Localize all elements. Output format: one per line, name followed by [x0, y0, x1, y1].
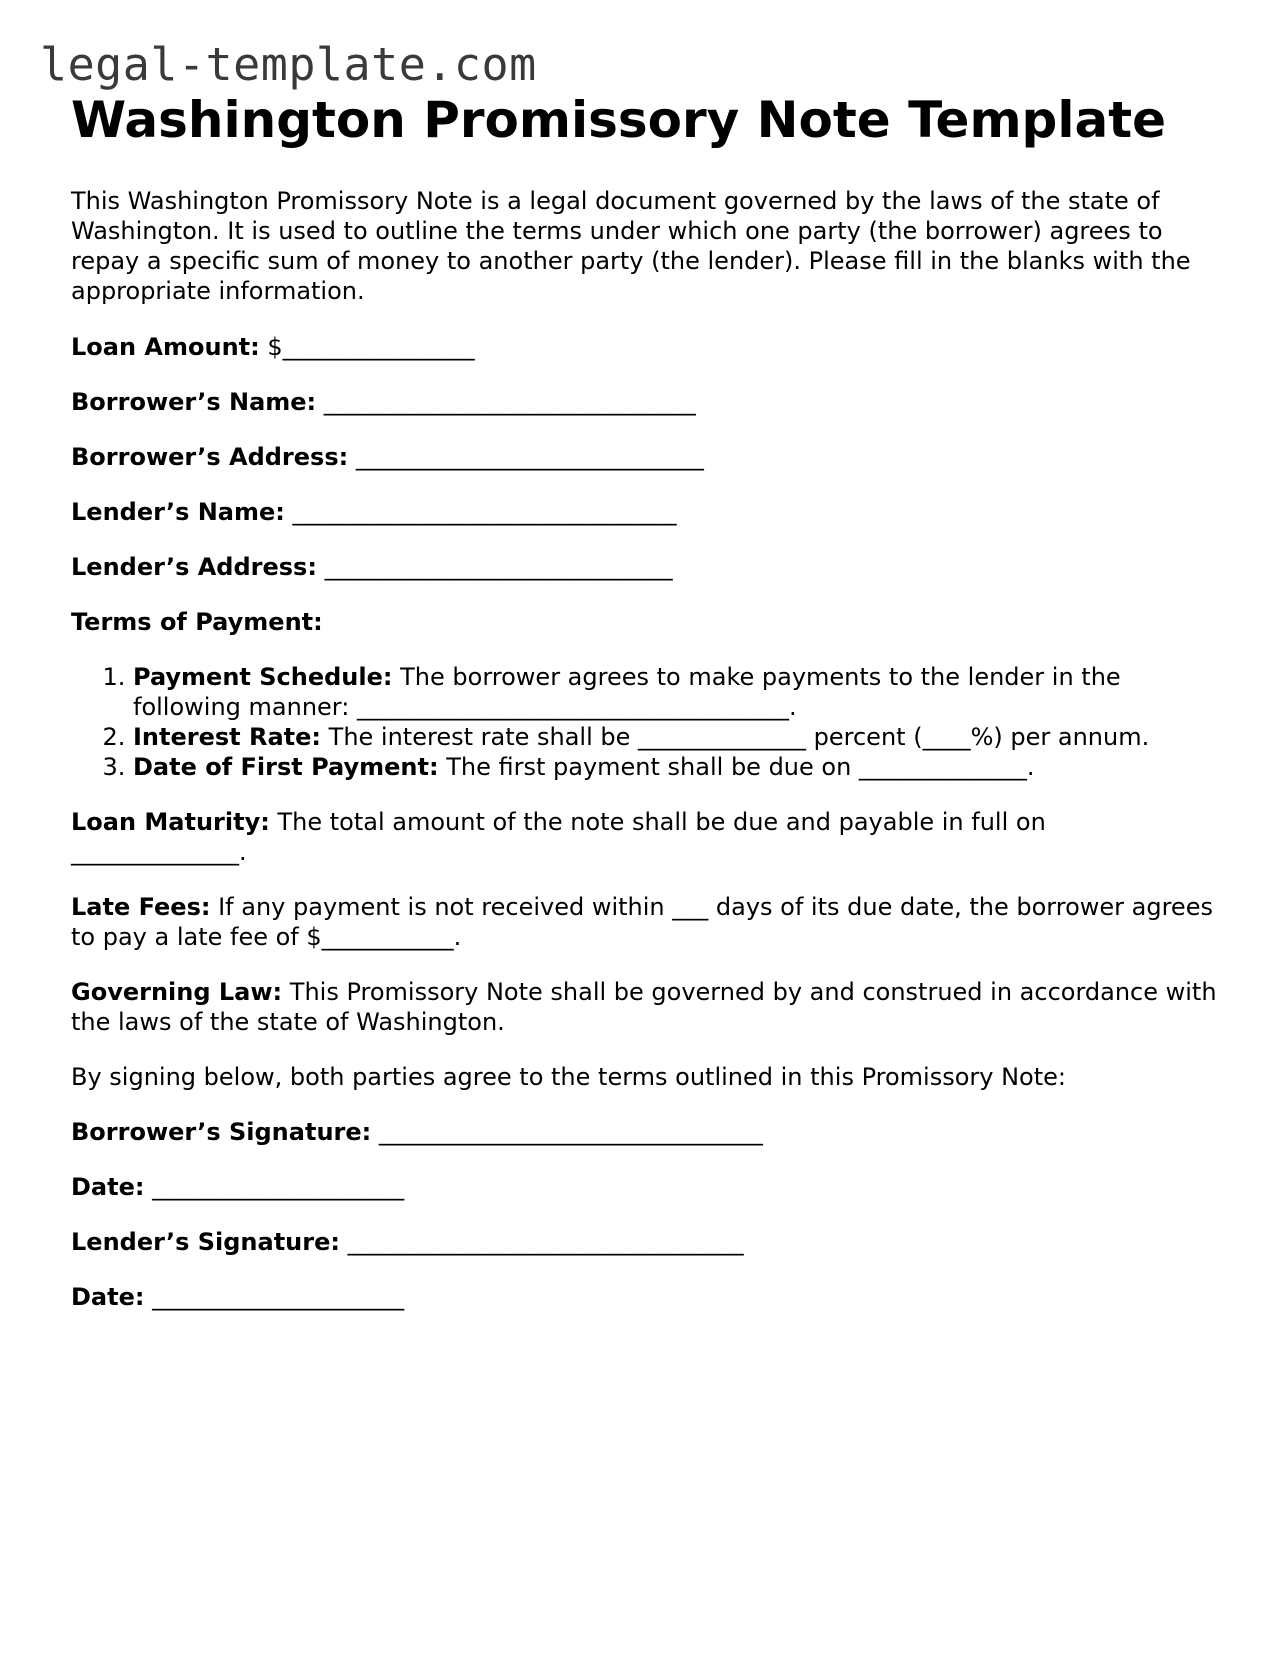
signing-statement: By signing below, both parties agree to the terms outlined in this Promissory Note:: [71, 1063, 1066, 1091]
terms-item-text[interactable]: The interest rate shall be ______________ percent (____%) per annum.: [328, 723, 1150, 751]
borrower-signature-label: Borrower’s Signature:: [71, 1118, 372, 1146]
lender-name-blank[interactable]: ________________________________: [292, 498, 677, 526]
borrower-name-label: Borrower’s Name:: [71, 388, 317, 416]
governing-law-label: Governing Law:: [71, 978, 283, 1006]
borrower-name-field: [71, 387, 1221, 417]
borrower-signature-blank[interactable]: ________________________________: [378, 1118, 763, 1146]
borrower-name-blank[interactable]: _______________________________: [323, 388, 696, 416]
borrower-address-field: [71, 442, 1221, 472]
terms-heading: Terms of Payment:: [71, 608, 323, 636]
terms-heading-row: [71, 607, 1221, 637]
loan-maturity-text[interactable]: The total amount of the note shall be due and payable in full on ______________.: [71, 808, 1046, 866]
terms-item-first-payment-date: [133, 752, 1221, 782]
terms-item-text[interactable]: The borrower agrees to make payments to the lender in the following manner: ____________________________________.: [133, 663, 1121, 721]
terms-item-payment-schedule: [133, 662, 1221, 722]
terms-item-interest-rate: [133, 722, 1221, 752]
lender-name-field: [71, 497, 1221, 527]
lender-signature-field: [71, 1227, 1221, 1257]
loan-maturity-label: Loan Maturity:: [71, 808, 270, 836]
terms-item-label: Payment Schedule:: [133, 663, 393, 691]
lender-signature-blank[interactable]: _________________________________: [347, 1228, 744, 1256]
borrower-date-field: [71, 1172, 1221, 1202]
governing-law-paragraph: [71, 977, 1221, 1037]
document-body: [71, 88, 1221, 1312]
lender-address-label: Lender’s Address:: [71, 553, 317, 581]
intro-paragraph: This Washington Promissory Note is a legal document governed by the laws of the state of Washington. It is used to outline the terms under which one party (the borrower) agrees to repay a specific sum of money to another party (the lender). Please fill in the blanks with the appropriate information.: [71, 187, 1191, 305]
lender-date-label: Date:: [71, 1283, 145, 1311]
loan-amount-field: [71, 332, 1221, 362]
lender-address-field: [71, 552, 1221, 582]
terms-item-label: Date of First Payment:: [133, 753, 439, 781]
terms-item-text[interactable]: The first payment shall be due on ______________.: [446, 753, 1035, 781]
lender-address-blank[interactable]: _____________________________: [324, 553, 673, 581]
late-fees-label: Late Fees:: [71, 893, 211, 921]
terms-list: [71, 662, 1221, 782]
loan-maturity-paragraph: [71, 807, 1221, 867]
lender-date-blank[interactable]: _____________________: [152, 1283, 405, 1311]
governing-law-text: This Promissory Note shall be governed by and construed in accordance with the laws of the state of Washington.: [71, 978, 1217, 1036]
loan-amount-blank[interactable]: $________________: [267, 333, 475, 361]
document-title: Washington Promissory Note Template: [71, 91, 1167, 149]
late-fees-text[interactable]: If any payment is not received within ___ days of its due date, the borrower agrees to pay a late fee of $___________.: [71, 893, 1213, 951]
borrower-date-label: Date:: [71, 1173, 145, 1201]
borrower-address-blank[interactable]: _____________________________: [355, 443, 704, 471]
borrower-address-label: Borrower’s Address:: [71, 443, 349, 471]
borrower-signature-field: [71, 1117, 1221, 1147]
late-fees-paragraph: [71, 892, 1221, 952]
lender-signature-label: Lender’s Signature:: [71, 1228, 340, 1256]
lender-date-field: [71, 1282, 1221, 1312]
lender-name-label: Lender’s Name:: [71, 498, 285, 526]
site-watermark: legal-template.com: [40, 38, 537, 91]
borrower-date-blank[interactable]: _____________________: [152, 1173, 405, 1201]
loan-amount-label: Loan Amount:: [71, 333, 260, 361]
terms-item-label: Interest Rate:: [133, 723, 322, 751]
